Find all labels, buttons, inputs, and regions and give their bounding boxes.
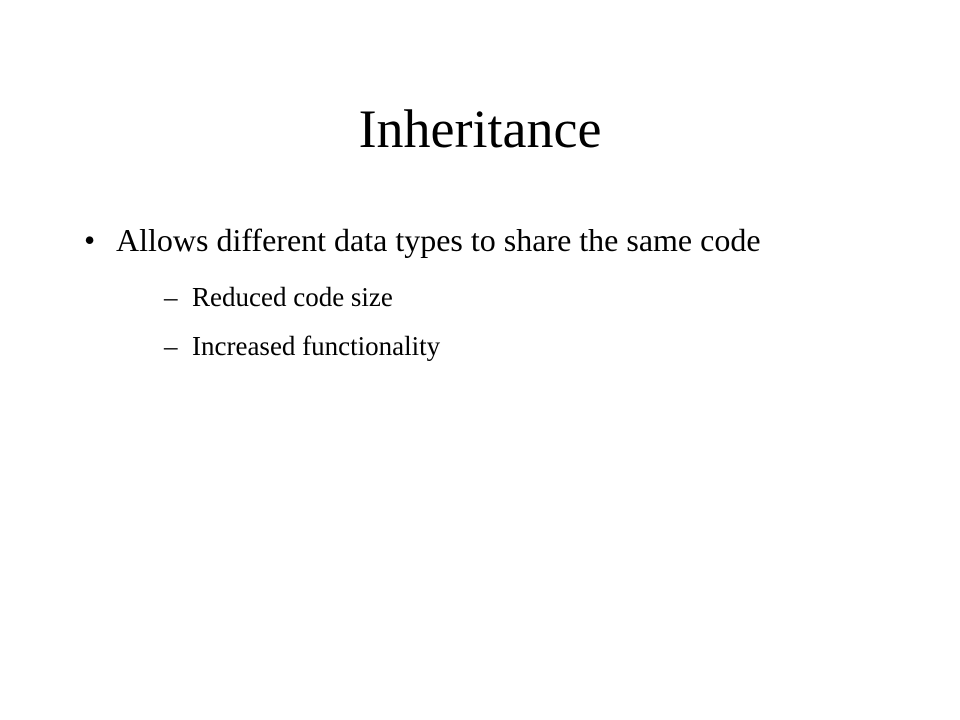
sub-bullet-item xyxy=(164,273,824,322)
sub-bullet-item xyxy=(164,322,824,371)
dash-marker-icon: – xyxy=(164,331,178,361)
sub-bullet-text: Reduced code size xyxy=(192,282,393,312)
sub-bullet-text: Increased functionality xyxy=(192,331,441,361)
bullet-list xyxy=(84,218,824,371)
bullet-text: Allows different data types to share the same code xyxy=(116,222,761,258)
bullet-item xyxy=(84,218,824,371)
bullet-marker-icon: • xyxy=(84,222,96,258)
sub-bullet-list xyxy=(164,273,824,371)
slide-title: Inheritance xyxy=(358,99,602,159)
dash-marker-icon: – xyxy=(164,282,178,312)
